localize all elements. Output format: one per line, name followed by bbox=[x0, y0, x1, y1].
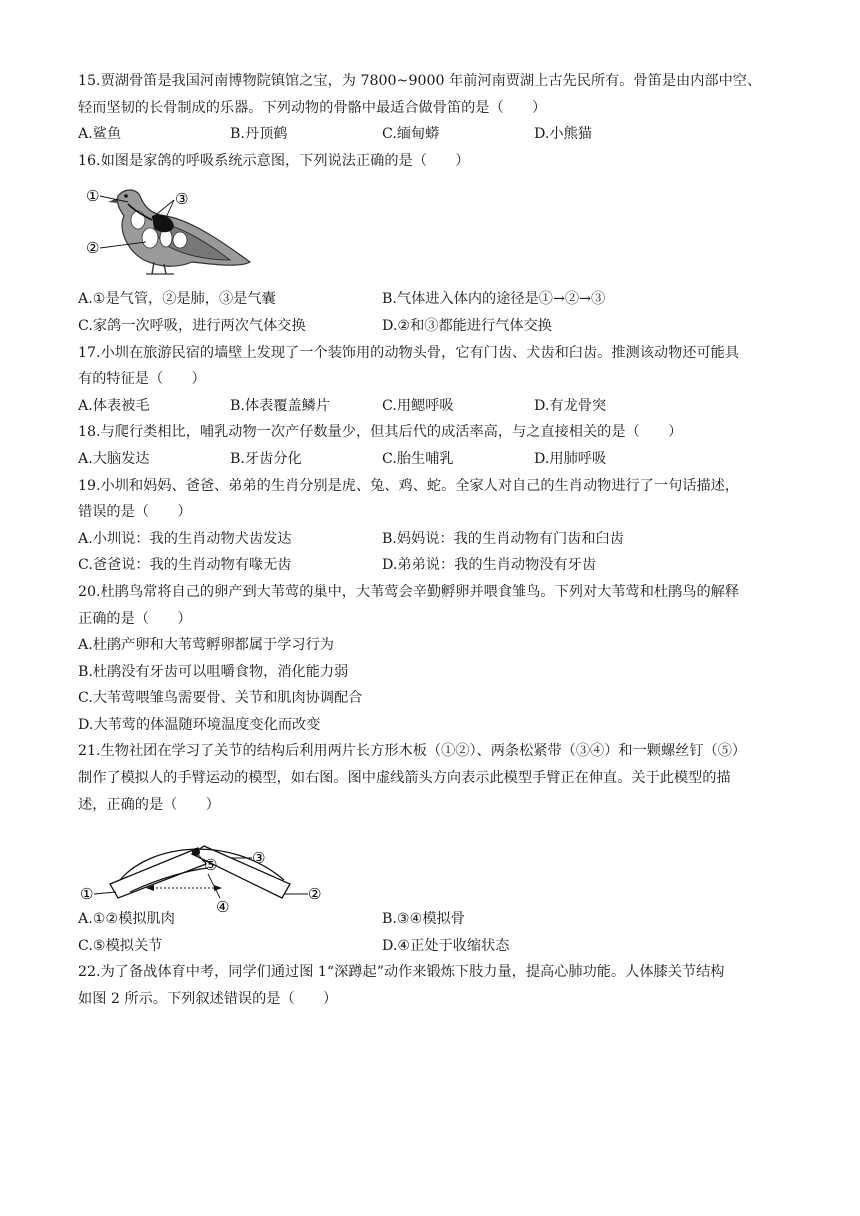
question-19-options-row-1 bbox=[78, 526, 798, 553]
question-21 bbox=[78, 738, 798, 959]
question-20 bbox=[78, 579, 798, 739]
question-18 bbox=[78, 419, 798, 472]
question-19-stem-line-1: 19.小圳和妈妈、爸爸、弟弟的生肖分别是虎、兔、鸡、蛇。全家人对自己的生肖动物进行了一句话描述， bbox=[78, 477, 740, 494]
question-18-options bbox=[78, 446, 798, 473]
option-b: B.丹顶鹤 bbox=[230, 126, 288, 143]
option-c: C.⑤模拟关节 bbox=[78, 937, 163, 954]
question-22 bbox=[78, 959, 798, 1012]
option-c: C.家鸽一次呼吸，进行两次气体交换 bbox=[78, 317, 306, 334]
option-d: D.用肺呼吸 bbox=[534, 450, 607, 467]
question-21-stem-line-3: 述，正确的是（ ） bbox=[78, 796, 220, 813]
question-18-stem: 18.与爬行类相比，哺乳动物一次产仔数量少，但其后代的成活率高，与之直接相关的是（ ） bbox=[78, 424, 683, 441]
option-b: B.气体进入体内的途径是①→②→③ bbox=[382, 291, 606, 308]
figure-label-4: ④ bbox=[216, 898, 230, 917]
question-17-stem-line-1: 17.小圳在旅游民宿的墙壁上发现了一个装饰用的动物头骨，它有门齿、犬齿和臼齿。推测该动物还可能具 bbox=[78, 344, 740, 361]
option-c: C.缅甸蟒 bbox=[382, 126, 440, 143]
option-c: C.用鳃呼吸 bbox=[382, 397, 454, 414]
question-16 bbox=[78, 148, 798, 340]
question-17-options bbox=[78, 393, 798, 420]
arm-model-diagram bbox=[80, 830, 320, 916]
option-c: C.胎生哺乳 bbox=[382, 450, 454, 467]
arm-model-figure bbox=[78, 818, 798, 917]
figure-label-1: ① bbox=[80, 885, 94, 904]
question-21-options-row-2 bbox=[78, 933, 798, 960]
figure-label-2: ② bbox=[86, 239, 100, 258]
option-a: A.大脑发达 bbox=[78, 450, 150, 467]
question-20-stem-line-1: 20.杜鹃鸟常将自己的卵产到大苇莺的巢中，大苇莺会辛勤孵卵并喂食雏鸟。下列对大苇莺和杜鹃鸟的解释 bbox=[78, 583, 740, 600]
option-d: D.弟弟说：我的生肖动物没有牙齿 bbox=[382, 557, 597, 574]
option-b: B.体表覆盖鳞片 bbox=[230, 397, 331, 414]
question-20-stem-line-2: 正确的是（ ） bbox=[78, 610, 192, 627]
option-b: B.牙齿分化 bbox=[230, 450, 302, 467]
question-15-stem-line-1: 15.贾湖骨笛是我国河南博物院镇馆之宝，为 7800~9000 年前河南贾湖上古先民所有。骨笛是由内部中空、 bbox=[78, 73, 762, 89]
question-21-stem-line-1: 21.生物社团在学习了关节的结构后利用两片长方形木板（①②）、两条松紧带（③④）和一颗螺丝钉（⑤） bbox=[78, 743, 747, 760]
option-b: B.杜鹃没有牙齿可以咀嚼食物，消化能力弱 bbox=[78, 663, 349, 680]
option-d: D.②和③都能进行气体交换 bbox=[382, 317, 552, 334]
question-16-options-row-1 bbox=[78, 286, 798, 313]
option-d: D.④正处于收缩状态 bbox=[382, 937, 510, 954]
option-d: D.有龙骨突 bbox=[534, 397, 607, 414]
question-21-stem-line-2: 制作了模拟人的手臂运动的模型，如右图。图中虚线箭头方向表示此模型手臂正在伸直。关于此模型的描 bbox=[78, 770, 731, 787]
option-b: B.妈妈说：我的生肖动物有门齿和臼齿 bbox=[382, 530, 624, 547]
question-16-options-row-2 bbox=[78, 313, 798, 340]
exam-page bbox=[78, 68, 798, 1013]
option-a: A.杜鹃产卵和大苇莺孵卵都属于学习行为 bbox=[78, 637, 334, 654]
question-17 bbox=[78, 340, 798, 420]
question-16-stem: 16.如图是家鸽的呼吸系统示意图，下列说法正确的是（ ） bbox=[78, 152, 470, 169]
figure-label-1: ① bbox=[86, 187, 100, 206]
question-15 bbox=[78, 68, 798, 148]
question-19-stem-line-2: 错误的是（ ） bbox=[78, 504, 192, 521]
option-c: C.大苇莺喂雏鸟需要骨、关节和肌肉协调配合 bbox=[78, 690, 363, 707]
option-a: A.①是气管，②是肺，③是气囊 bbox=[78, 291, 276, 308]
option-d: D.小熊猫 bbox=[534, 126, 592, 143]
option-a: A.体表被毛 bbox=[78, 397, 150, 414]
option-b: B.③④模拟骨 bbox=[382, 911, 465, 928]
figure-label-5: ⑤ bbox=[204, 856, 218, 875]
figure-label-3: ③ bbox=[252, 849, 266, 868]
option-c: C.爸爸说：我的生肖动物有喙无齿 bbox=[78, 557, 292, 574]
question-22-stem-line-2: 如图 2 所示。下列叙述错误的是（ ） bbox=[78, 991, 338, 1008]
question-15-stem-line-2: 轻而坚韧的长骨制成的乐器。下列动物的骨骼中最适合做骨笛的是（ ） bbox=[78, 99, 547, 116]
question-15-options bbox=[78, 121, 798, 148]
figure-label-3: ③ bbox=[175, 190, 189, 209]
question-19 bbox=[78, 473, 798, 579]
option-a: A.①②模拟肌肉 bbox=[78, 911, 175, 928]
question-17-stem-line-2: 有的特征是（ ） bbox=[78, 371, 206, 388]
option-a: A.鲨鱼 bbox=[78, 126, 122, 143]
option-a: A.小圳说：我的生肖动物犬齿发达 bbox=[78, 530, 292, 547]
question-22-stem-line-1: 22.为了备战体育中考，同学们通过图 1“深蹲起”动作来锻炼下肢力量，提高心肺功能。人体膝关节结构 bbox=[78, 964, 725, 981]
option-d: D.大苇莺的体温随环境温度变化而改变 bbox=[78, 716, 321, 733]
pigeon-diagram bbox=[80, 176, 300, 284]
pigeon-respiratory-figure bbox=[78, 174, 798, 286]
question-19-options-row-2 bbox=[78, 552, 798, 579]
figure-label-2: ② bbox=[308, 885, 322, 904]
